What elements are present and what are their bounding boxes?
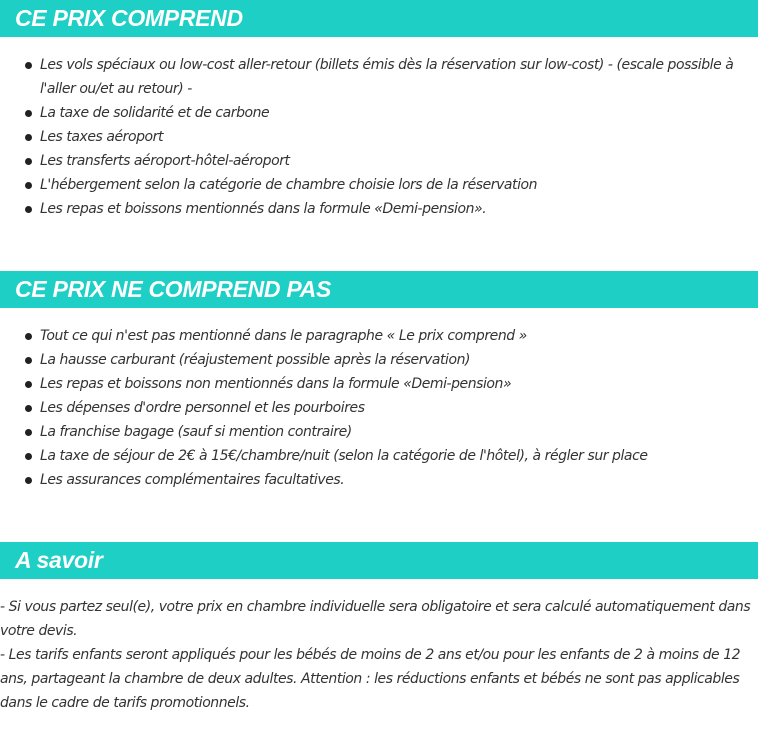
bullet-icon [25, 110, 32, 117]
list-item [0, 173, 758, 197]
bullet-icon [25, 134, 32, 141]
bullet-icon [25, 429, 32, 436]
list-item-text: Les vols spéciaux ou low-cost aller-retour (billets émis dès la réservation sur low-cost) - (escale possible à l'aller ou/et au retour) - [40, 57, 734, 97]
list-item-text: La taxe de solidarité et de carbone [40, 105, 270, 121]
bullet-icon [25, 357, 32, 364]
list-item [0, 444, 758, 468]
list-item-text: Les transferts aéroport-hôtel-aéroport [40, 153, 290, 169]
section-header-excludes: CE PRIX NE COMPREND PAS [0, 271, 758, 308]
list-item [0, 197, 758, 221]
excludes-list [0, 324, 758, 492]
info-line-single-traveler: - Si vous partez seul(e), votre prix en chambre individuelle sera obligatoire et sera calculé automatiquement dans votre devis. [0, 599, 751, 639]
list-item [0, 53, 758, 101]
list-item-text: Les repas et boissons mentionnés dans la formule «Demi-pension». [40, 201, 487, 217]
bullet-icon [25, 62, 32, 69]
bullet-icon [25, 206, 32, 213]
bullet-icon [25, 405, 32, 412]
list-item-text: La taxe de séjour de 2€ à 15€/chambre/nuit (selon la catégorie de l'hôtel), à régler sur place [40, 448, 648, 464]
list-item-text: La franchise bagage (sauf si mention contraire) [40, 424, 352, 440]
list-item [0, 101, 758, 125]
list-item [0, 420, 758, 444]
bullet-icon [25, 381, 32, 388]
section-header-includes: CE PRIX COMPREND [0, 0, 758, 37]
bullet-icon [25, 333, 32, 340]
list-item [0, 372, 758, 396]
list-item [0, 396, 758, 420]
list-item [0, 348, 758, 372]
bullet-icon [25, 453, 32, 460]
list-item [0, 324, 758, 348]
list-item-text: La hausse carburant (réajustement possible après la réservation) [40, 352, 471, 368]
bullet-icon [25, 158, 32, 165]
list-item [0, 149, 758, 173]
list-item [0, 125, 758, 149]
list-item [0, 468, 758, 492]
bullet-icon [25, 182, 32, 189]
list-item-text: L'hébergement selon la catégorie de chambre choisie lors de la réservation [40, 177, 538, 193]
list-item-text: Les taxes aéroport [40, 129, 163, 145]
list-item-text: Les dépenses d'ordre personnel et les pourboires [40, 400, 365, 416]
includes-list [0, 53, 758, 221]
section-header-info: A savoir [0, 542, 758, 579]
list-item-text: Tout ce qui n'est pas mentionné dans le paragraphe « Le prix comprend » [40, 328, 527, 344]
info-paragraph [0, 595, 752, 715]
bullet-icon [25, 477, 32, 484]
list-item-text: Les assurances complémentaires facultatives. [40, 472, 345, 488]
info-line-children-rates: - Les tarifs enfants seront appliqués pour les bébés de moins de 2 ans et/ou pour les enfants de 2 à moins de 12 ans, partageant la chambre de deux adultes. Attention : les réductions enfants et bébés ne sont pas applicables dans le cadre de tarifs promotionnels. [0, 647, 741, 711]
list-item-text: Les repas et boissons non mentionnés dans la formule «Demi-pension» [40, 376, 512, 392]
